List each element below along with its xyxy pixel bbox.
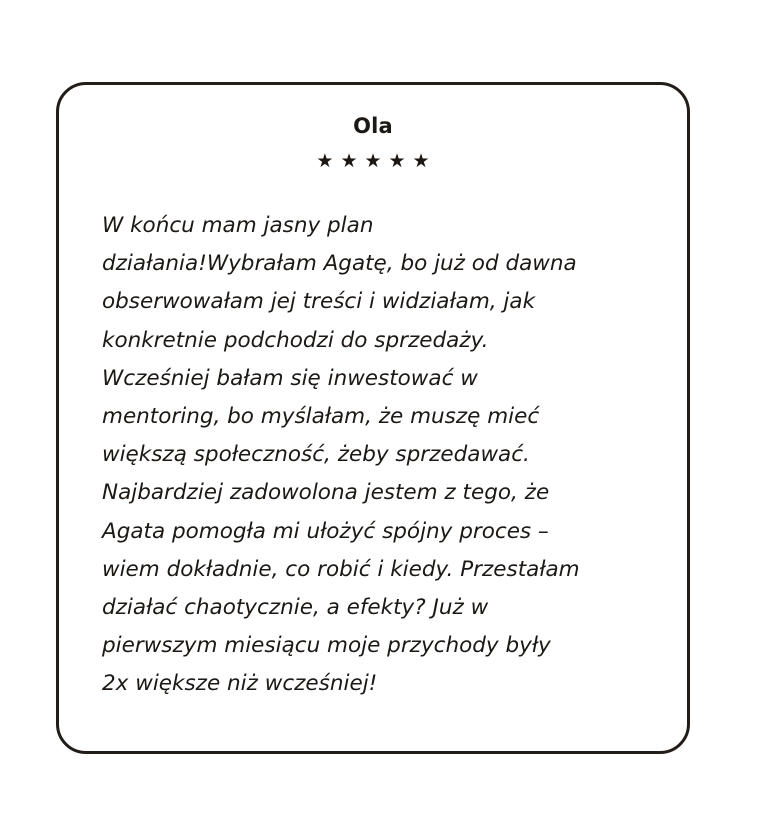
review-line: mentoring, bo myślałam, że muszę mieć xyxy=(102,404,540,430)
review-line: Najbardziej zadowolona jestem z tego, że xyxy=(102,480,550,506)
review-line: konkretnie podchodzi do sprzedaży. xyxy=(102,327,489,353)
review-line: Agata pomogła mi ułożyć spójny proces – xyxy=(102,518,549,544)
author-name: Ola xyxy=(353,114,393,138)
testimonial-card xyxy=(56,82,690,754)
star-rating: ★★★★★ xyxy=(316,150,437,172)
review-line: większą społeczność, żeby sprzedawać. xyxy=(102,442,530,468)
review-line: pierwszym miesiącu moje przychody były xyxy=(102,633,551,659)
review-line: działania!Wybrałam Agatę, bo już od dawna xyxy=(102,251,577,277)
review-text xyxy=(102,207,662,704)
review-line: wiem dokładnie, co robić i kiedy. Przestałam xyxy=(102,556,580,582)
review-line: 2x większe niż wcześniej! xyxy=(102,671,378,697)
review-line: Wcześniej bałam się inwestować w xyxy=(102,365,478,391)
review-line: działać chaotycznie, a efekty? Już w xyxy=(102,595,489,621)
review-line: W końcu mam jasny plan xyxy=(102,213,374,238)
review-line: obserwowałam jej treści i widziałam, jak xyxy=(102,289,536,315)
